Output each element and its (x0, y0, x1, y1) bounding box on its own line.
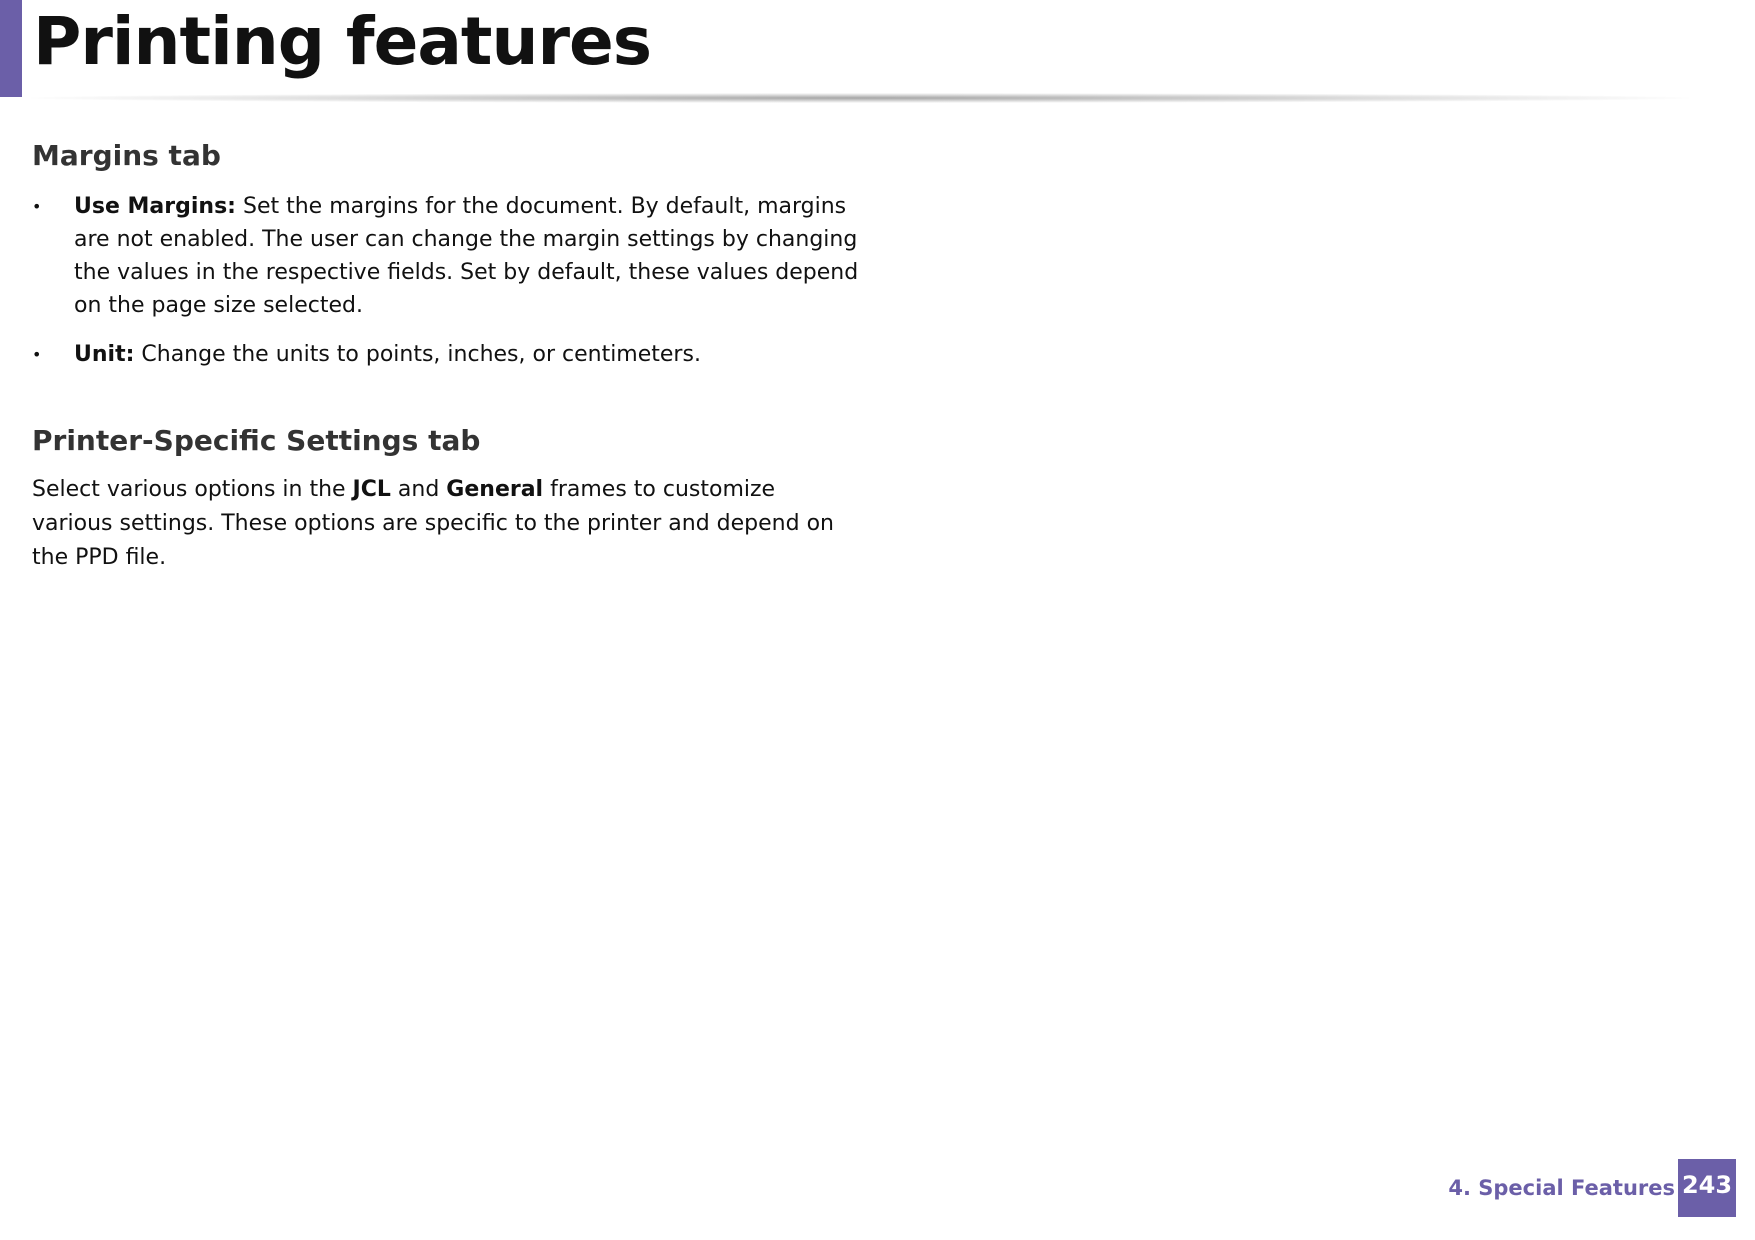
description-unit: Change the units to points, inches, or centimeters. (134, 342, 701, 367)
para-text-2: and (390, 477, 447, 502)
title-divider (30, 93, 1690, 103)
list-item-unit (32, 338, 862, 371)
margins-bullet-list (32, 190, 862, 387)
description-use-margins: Set the margins for the document. By default, margins are not enabled. The user can change the margin settings by changing the values in the respective fields. Set by default, these values depend on the page size selected. (74, 194, 859, 318)
para-text-1: Select various options in the (32, 477, 353, 502)
footer-section-label: 4. Special Features (1448, 1176, 1675, 1200)
title-accent-bar (0, 0, 22, 97)
term-general: General (446, 477, 544, 502)
term-use-margins: Use Margins: (74, 194, 236, 219)
para-text-3: frames to customize various settings. These options are specific to the printer and depend on the PPD file. (32, 477, 834, 570)
page-title: Printing features (33, 3, 652, 80)
margins-tab-heading: Margins tab (32, 139, 221, 172)
printer-specific-paragraph (32, 473, 862, 575)
bullet-icon: • (32, 345, 42, 364)
bullet-icon: • (32, 197, 42, 216)
printer-specific-settings-heading: Printer-Specific Settings tab (32, 424, 481, 457)
page-number-badge: 243 (1678, 1159, 1736, 1217)
list-item-use-margins (32, 190, 862, 322)
term-jcl: JCL (352, 477, 391, 502)
term-unit: Unit: (74, 342, 135, 367)
